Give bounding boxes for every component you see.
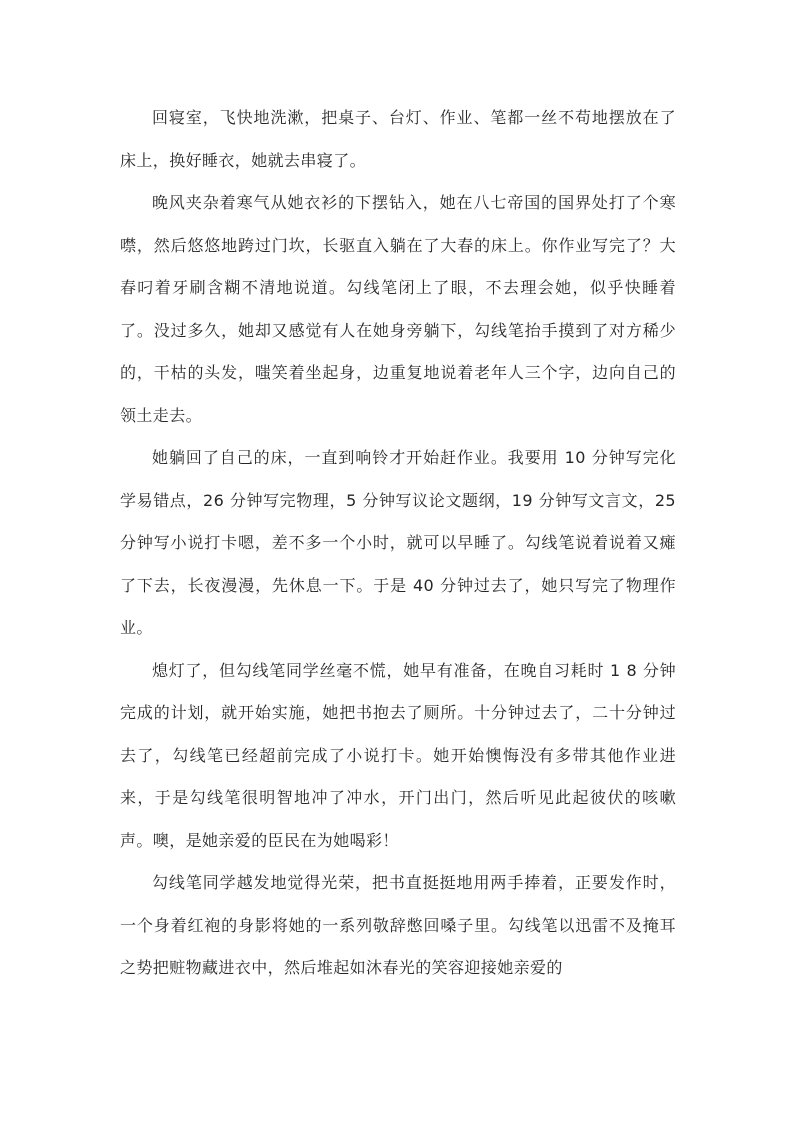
paragraph-3: 她躺回了自己的床，一直到响铃才开始赶作业。我要用 10 分钟写完化学易错点，26 分钟写完物理，5 分钟写议论文题纲，19 分钟写文言文，25 分钟写小说打卡嗯，差不多一个小时，就可以早睡了。勾线笔说着说着又瘫了下去，长夜漫漫，先休息一下。于是 40 分钟过去了，她只写完了物理作业。: [120, 448, 676, 637]
paragraph-5: 勾线笔同学越发地觉得光荣，把书直挺挺地用两手捧着，正要发作时，一个身着红袍的身影将她的一系列敬辞憋回嗓子里。勾线笔以迅雷不及掩耳之势把赃物藏进衣中，然后堆起如沐春光的笑容迎接她亲爱的: [120, 873, 676, 977]
paragraph-4: 熄灯了，但勾线笔同学丝毫不慌，她早有准备，在晚自习耗时 1 8 分钟完成的计划，就开始实施，她把书抱去了厕所。十分钟过去了，二十分钟过去了，勾线笔已经超前完成了小说打卡。她开始懊悔没有多带其他作业进来，于是勾线笔很明智地冲了冲水，开门出门，然后听见此起彼伏的咳嗽声。噢，是她亲爱的臣民在为她喝彩！: [120, 660, 676, 850]
document-body: [120, 97, 676, 990]
paragraph-1: 回寝室，飞快地洗漱，把桌子、台灯、作业、笔都一丝不苟地摆放在了床上，换好睡衣，她就去串寝了。: [120, 108, 676, 170]
paragraph-2: 晚风夹杂着寒气从她衣衫的下摆钻入，她在八七帝国的国界处打了个寒噤，然后悠悠地跨过门坎，长驱直入躺在了大春的床上。你作业写完了？大春叼着牙刷含糊不清地说道。勾线笔闭上了眼，不去理会她，似乎快睡着了。没过多久，她却又感觉有人在她身旁躺下，勾线笔抬手摸到了对方稀少的，干枯的头发，嗤笑着坐起身，边重复地说着老年人三个字，边向自己的领土走去。: [120, 193, 676, 425]
